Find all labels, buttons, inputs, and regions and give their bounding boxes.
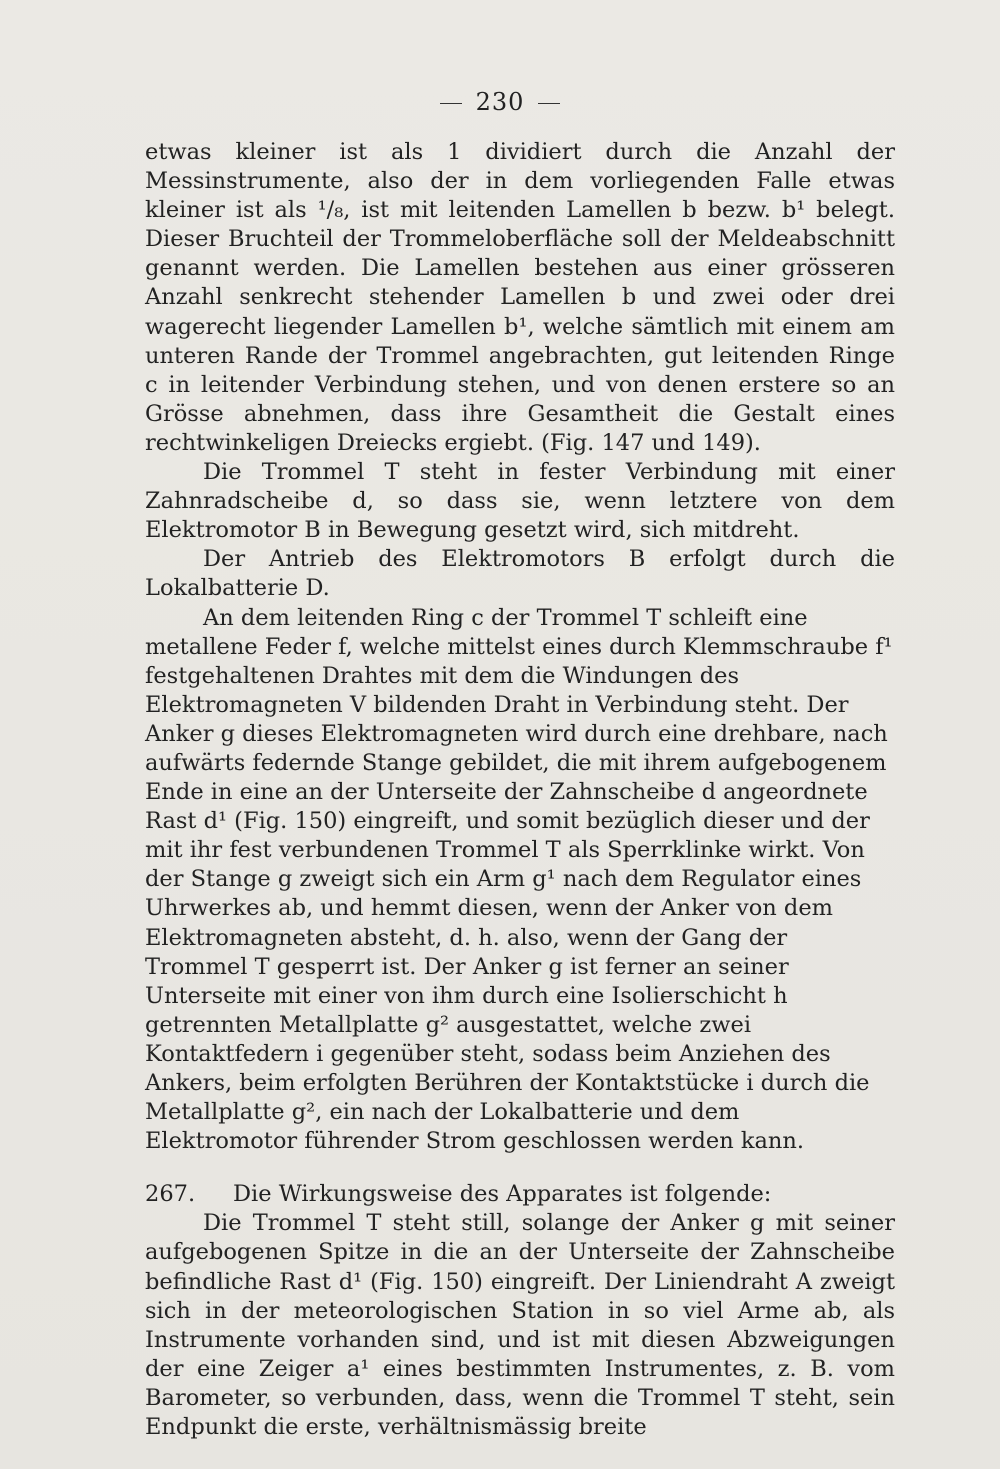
section-heading	[145, 1180, 895, 1209]
body-text	[145, 138, 895, 1442]
page-header	[0, 88, 1000, 116]
paragraph: Die Trommel T steht still, solange der Anker g mit seiner aufgebogenen Spitze in die an der Unterseite der Zahnscheibe befindliche Rast d¹ (Fig. 150) eingreift. Der Liniendraht A zweigt sich in der meteorologischen Station in so viel Arme ab, als Instrumente vorhanden sind, und ist mit diesen Abzweigungen der eine Zeiger a¹ eines bestimmten Instrumentes, z. B. vom Barometer, so verbunden, dass, wenn die Trommel T steht, sein Endpunkt die erste, verhältnismässig breite	[145, 1210, 895, 1441]
paragraph: Die Trommel T steht in fester Verbindung mit einer Zahnradscheibe d, so dass sie, wenn letztere von dem Elektromotor B in Bewegung gesetzt wird, sich mitdreht.	[145, 459, 895, 544]
paragraph: etwas kleiner ist als 1 dividiert durch die Anzahl der Messinstrumente, also der in dem vorliegenden Falle etwas kleiner ist als ¹/₈, ist mit leitenden Lamellen b bezw. b¹ belegt. Dieser Bruchteil der Trommeloberfläche soll der Meldeabschnitt genannt werden. Die Lamellen bestehen aus einer grösseren Anzahl senkrecht stehender Lamellen b und zwei oder drei wagerecht liegender Lamellen b¹, welche sämtlich mit einem am unteren Rande der Trommel angebrachten, gut leitenden Ringe c in leitender Verbindung stehen, und von denen erstere so an Grösse abnehmen, dass ihre Gesamtheit die Gestalt eines rechtwinkeligen Dreiecks ergiebt. (Fig. 147 und 149).	[145, 139, 895, 456]
section-number: 267.	[145, 1181, 196, 1208]
section-intro: Die Wirkungsweise des Apparates ist folgende:	[233, 1181, 772, 1208]
page-number: 230	[475, 88, 525, 116]
header-dash-right	[538, 103, 560, 104]
paragraph: An dem leitenden Ring c der Trommel T schleift eine metallene Feder f, welche mittelst eines durch Klemmschraube f¹ festgehaltenen Drahtes mit dem die Windungen des Elektromagneten V bildenden Draht in Verbindung steht. Der Anker g dieses Elektromagneten wird durch eine drehbare, nach aufwärts federnde Stange gebildet, die mit ihrem aufgebogenem Ende in eine an der Unterseite der Zahnscheibe d angeordnete Rast d¹ (Fig. 150) eingreift, und somit bezüglich dieser und der mit ihr fest verbundenen Trommel T als Sperrklinke wirkt. Von der Stange g zweigt sich ein Arm g¹ nach dem Regulator eines Uhrwerkes ab, und hemmt diesen, wenn der Anker von dem Elektromagneten absteht, d. h. also, wenn der Gang der Trommel T gesperrt ist. Der Anker g ist ferner an seiner Unterseite mit einer von ihm durch eine Isolierschicht h getrennten Metallplatte g² ausgestattet, welche zwei Kontaktfedern i gegenüber steht, sodass beim Anziehen des Ankers, beim erfolgten Berühren der Kontaktstücke i durch die Metallplatte g², ein nach der Lokalbatterie und dem Elektromotor führender Strom geschlossen werden kann.	[145, 604, 893, 1155]
paragraph: Der Antrieb des Elektromotors B erfolgt durch die Lokalbatterie D.	[145, 546, 895, 602]
header-dash-left	[440, 103, 462, 104]
